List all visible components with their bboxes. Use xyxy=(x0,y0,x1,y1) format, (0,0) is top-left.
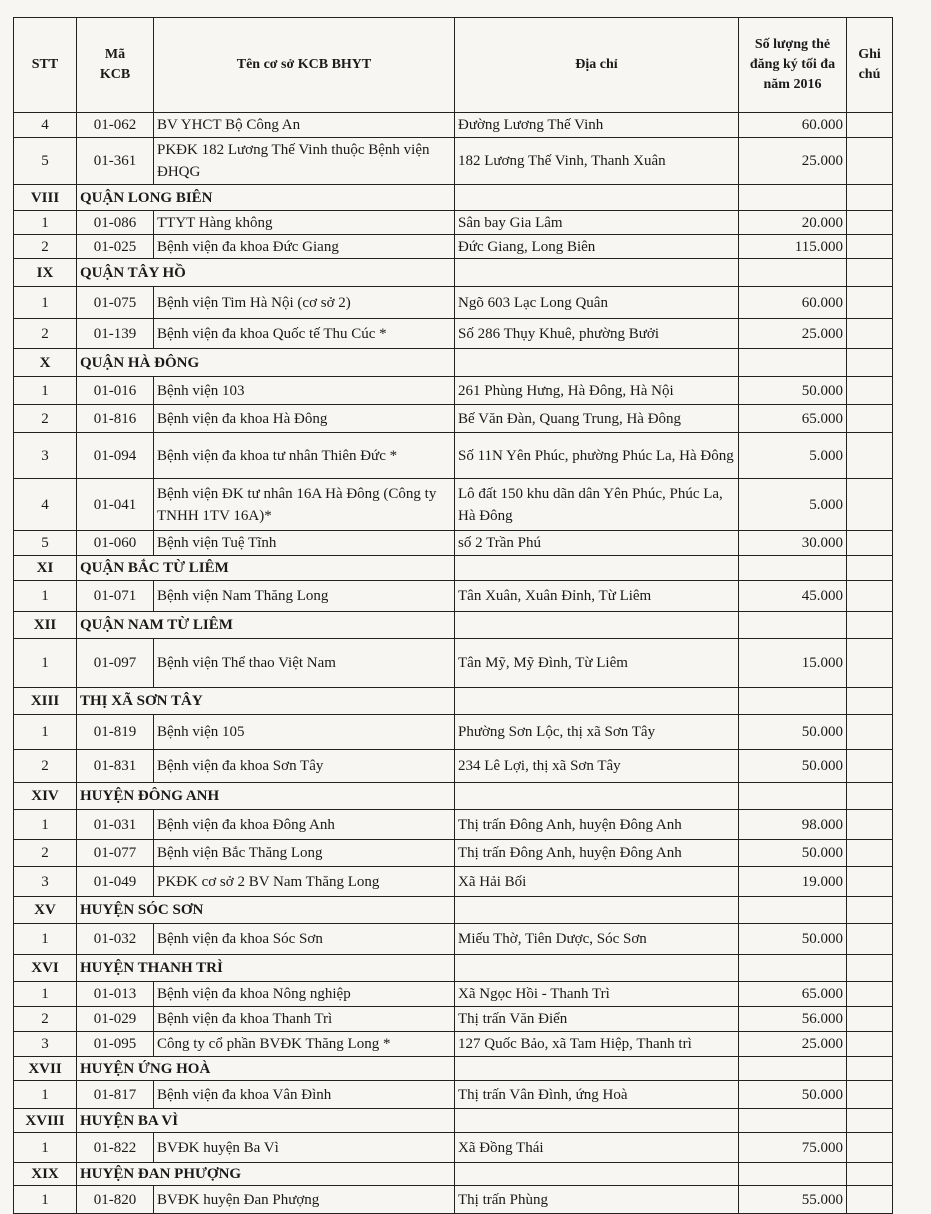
note-cell xyxy=(847,211,893,235)
header-code xyxy=(77,18,154,113)
max-card-quantity: 25.000 xyxy=(739,138,847,185)
kcb-code: 01-016 xyxy=(77,377,154,405)
quantity-cell xyxy=(739,349,847,377)
note-cell xyxy=(847,1081,893,1109)
table-row xyxy=(14,715,893,750)
note-cell xyxy=(847,531,893,556)
facility-name: Bệnh viện Thể thao Việt Nam xyxy=(154,639,455,688)
note-cell xyxy=(847,377,893,405)
facility-address: Thị trấn Đông Anh, huyện Đông Anh xyxy=(455,810,739,840)
section-title: HUYỆN THANH TRÌ xyxy=(77,955,455,982)
kcb-code: 01-097 xyxy=(77,639,154,688)
note-cell xyxy=(847,319,893,349)
table-body xyxy=(14,113,893,1214)
facility-address: Thị trấn Vân Đình, ứng Hoà xyxy=(455,1081,739,1109)
facility-name: Bệnh viện đa khoa Thanh Trì xyxy=(154,1007,455,1032)
address-cell xyxy=(455,556,739,581)
facility-address: Đường Lương Thế Vinh xyxy=(455,113,739,138)
kcb-code: 01-817 xyxy=(77,1081,154,1109)
facility-name: Bệnh viện đa khoa Đức Giang xyxy=(154,235,455,259)
section-number: VIII xyxy=(14,185,77,211)
max-card-quantity: 25.000 xyxy=(739,1032,847,1057)
kcb-code: 01-077 xyxy=(77,840,154,867)
quantity-cell xyxy=(739,1109,847,1133)
note-cell xyxy=(847,810,893,840)
facility-name: Bệnh viện đa khoa Hà Đông xyxy=(154,405,455,433)
row-number: 2 xyxy=(14,1007,77,1032)
kcb-code: 01-013 xyxy=(77,982,154,1007)
note-cell xyxy=(847,113,893,138)
table-row xyxy=(14,319,893,349)
note-cell xyxy=(847,955,893,982)
header-facility-name: Tên cơ sở KCB BHYT xyxy=(154,18,455,113)
address-cell xyxy=(455,259,739,287)
kcb-code: 01-041 xyxy=(77,479,154,531)
kcb-code: 01-031 xyxy=(77,810,154,840)
header-quantity-line1: Số lượng thẻ xyxy=(754,37,831,52)
kcb-code: 01-029 xyxy=(77,1007,154,1032)
note-cell xyxy=(847,405,893,433)
header-note: Ghi chú xyxy=(847,18,893,113)
table-row xyxy=(14,639,893,688)
max-card-quantity: 50.000 xyxy=(739,840,847,867)
section-row xyxy=(14,259,893,287)
section-row xyxy=(14,1109,893,1133)
note-cell xyxy=(847,924,893,955)
kcb-code: 01-820 xyxy=(77,1186,154,1214)
facility-address: Số 11N Yên Phúc, phường Phúc La, Hà Đông xyxy=(455,433,739,479)
row-number: 2 xyxy=(14,319,77,349)
facility-address: Tân Mỹ, Mỹ Đình, Từ Liêm xyxy=(455,639,739,688)
address-cell xyxy=(455,349,739,377)
section-title: QUẬN HÀ ĐÔNG xyxy=(77,349,455,377)
header-code-line2: KCB xyxy=(99,67,131,82)
facility-name: Bệnh viện đa khoa Đông Anh xyxy=(154,810,455,840)
note-cell xyxy=(847,1057,893,1081)
max-card-quantity: 30.000 xyxy=(739,531,847,556)
kcb-code: 01-049 xyxy=(77,867,154,897)
note-cell xyxy=(847,1163,893,1186)
note-cell xyxy=(847,840,893,867)
address-cell xyxy=(455,783,739,810)
facility-name: Bệnh viện đa khoa Sơn Tây xyxy=(154,750,455,783)
table-row xyxy=(14,924,893,955)
facility-address: 261 Phùng Hưng, Hà Đông, Hà Nội xyxy=(455,377,739,405)
facility-name: PKĐK cơ sở 2 BV Nam Thăng Long xyxy=(154,867,455,897)
note-cell xyxy=(847,750,893,783)
table-row xyxy=(14,113,893,138)
quantity-cell xyxy=(739,185,847,211)
facility-name: Bệnh viện đa khoa tư nhân Thiên Đức * xyxy=(154,433,455,479)
row-number: 1 xyxy=(14,810,77,840)
table-row xyxy=(14,1032,893,1057)
table-row xyxy=(14,138,893,185)
facility-address: Phường Sơn Lộc, thị xã Sơn Tây xyxy=(455,715,739,750)
quantity-cell xyxy=(739,897,847,924)
section-number: XVII xyxy=(14,1057,77,1081)
header-quantity-line3: năm 2016 xyxy=(763,77,822,92)
note-cell xyxy=(847,185,893,211)
max-card-quantity: 5.000 xyxy=(739,479,847,531)
facility-address: Xã Đồng Thái xyxy=(455,1133,739,1163)
max-card-quantity: 25.000 xyxy=(739,319,847,349)
max-card-quantity: 50.000 xyxy=(739,377,847,405)
quantity-cell xyxy=(739,1163,847,1186)
kcb-code: 01-361 xyxy=(77,138,154,185)
row-number: 4 xyxy=(14,479,77,531)
row-number: 2 xyxy=(14,235,77,259)
facility-name: BVĐK huyện Ba Vì xyxy=(154,1133,455,1163)
table-row xyxy=(14,479,893,531)
quantity-cell xyxy=(739,612,847,639)
section-number: XVIII xyxy=(14,1109,77,1133)
note-cell xyxy=(847,287,893,319)
table-row xyxy=(14,235,893,259)
row-number: 1 xyxy=(14,639,77,688)
facility-name: Bệnh viện đa khoa Quốc tế Thu Cúc * xyxy=(154,319,455,349)
section-row xyxy=(14,349,893,377)
row-number: 5 xyxy=(14,138,77,185)
facility-address: Tân Xuân, Xuân Đỉnh, Từ Liêm xyxy=(455,581,739,612)
table-row xyxy=(14,433,893,479)
table-row xyxy=(14,982,893,1007)
quantity-cell xyxy=(739,955,847,982)
facility-name: Bệnh viện Tim Hà Nội (cơ sở 2) xyxy=(154,287,455,319)
max-card-quantity: 15.000 xyxy=(739,639,847,688)
row-number: 3 xyxy=(14,867,77,897)
kcb-code: 01-094 xyxy=(77,433,154,479)
note-cell xyxy=(847,1109,893,1133)
kcb-code: 01-025 xyxy=(77,235,154,259)
row-number: 1 xyxy=(14,924,77,955)
facility-address: Đức Giang, Long Biên xyxy=(455,235,739,259)
facility-address: Số 286 Thụy Khuê, phường Bưởi xyxy=(455,319,739,349)
section-number: XIV xyxy=(14,783,77,810)
table-row xyxy=(14,1007,893,1032)
header-quantity-line2: đăng ký tối đa xyxy=(749,57,836,72)
facility-address: 234 Lê Lợi, thị xã Sơn Tây xyxy=(455,750,739,783)
table-row xyxy=(14,581,893,612)
section-title: QUẬN LONG BIÊN xyxy=(77,185,455,211)
row-number: 4 xyxy=(14,113,77,138)
row-number: 5 xyxy=(14,531,77,556)
facility-address: Lô đất 150 khu dãn dân Yên Phúc, Phúc La, Hà Đông xyxy=(455,479,739,531)
note-cell xyxy=(847,867,893,897)
facility-name: Bệnh viện đa khoa Sóc Sơn xyxy=(154,924,455,955)
section-title: HUYỆN SÓC SƠN xyxy=(77,897,455,924)
row-number: 1 xyxy=(14,211,77,235)
note-cell xyxy=(847,715,893,750)
facility-address: 182 Lương Thế Vinh, Thanh Xuân xyxy=(455,138,739,185)
facility-address: Xã Hải Bối xyxy=(455,867,739,897)
note-cell xyxy=(847,581,893,612)
table-row xyxy=(14,211,893,235)
quantity-cell xyxy=(739,783,847,810)
note-cell xyxy=(847,982,893,1007)
table-row xyxy=(14,405,893,433)
section-title: QUẬN TÂY HỒ xyxy=(77,259,455,287)
max-card-quantity: 19.000 xyxy=(739,867,847,897)
note-cell xyxy=(847,612,893,639)
kcb-code: 01-816 xyxy=(77,405,154,433)
section-title: HUYỆN ĐAN PHƯỢNG xyxy=(77,1163,455,1186)
note-cell xyxy=(847,235,893,259)
max-card-quantity: 45.000 xyxy=(739,581,847,612)
kcb-code: 01-062 xyxy=(77,113,154,138)
kcb-code: 01-071 xyxy=(77,581,154,612)
facility-name: BV YHCT Bộ Công An xyxy=(154,113,455,138)
facility-name: PKĐK 182 Lương Thế Vinh thuộc Bệnh viện ĐHQG xyxy=(154,138,455,185)
kcb-code: 01-086 xyxy=(77,211,154,235)
max-card-quantity: 50.000 xyxy=(739,715,847,750)
address-cell xyxy=(455,1163,739,1186)
note-cell xyxy=(847,479,893,531)
facility-name: Bệnh viện Tuệ Tĩnh xyxy=(154,531,455,556)
kcb-code: 01-060 xyxy=(77,531,154,556)
row-number: 1 xyxy=(14,377,77,405)
facility-name: BVĐK huyện Đan Phượng xyxy=(154,1186,455,1214)
table-header-row xyxy=(14,18,893,113)
note-cell xyxy=(847,1007,893,1032)
max-card-quantity: 50.000 xyxy=(739,750,847,783)
max-card-quantity: 65.000 xyxy=(739,405,847,433)
note-cell xyxy=(847,349,893,377)
facility-name: Bệnh viện 103 xyxy=(154,377,455,405)
facility-address: Thị trấn Văn Điển xyxy=(455,1007,739,1032)
section-row xyxy=(14,1057,893,1081)
note-cell xyxy=(847,639,893,688)
row-number: 1 xyxy=(14,1186,77,1214)
row-number: 1 xyxy=(14,1081,77,1109)
note-cell xyxy=(847,897,893,924)
max-card-quantity: 65.000 xyxy=(739,982,847,1007)
address-cell xyxy=(455,612,739,639)
facility-address: Xã Ngọc Hồi - Thanh Trì xyxy=(455,982,739,1007)
row-number: 1 xyxy=(14,287,77,319)
note-cell xyxy=(847,1032,893,1057)
section-row xyxy=(14,955,893,982)
max-card-quantity: 50.000 xyxy=(739,1081,847,1109)
facility-name: Công ty cổ phần BVĐK Thăng Long * xyxy=(154,1032,455,1057)
max-card-quantity: 115.000 xyxy=(739,235,847,259)
table-row xyxy=(14,531,893,556)
max-card-quantity: 50.000 xyxy=(739,924,847,955)
note-cell xyxy=(847,138,893,185)
facility-address: Bế Văn Đàn, Quang Trung, Hà Đông xyxy=(455,405,739,433)
section-number: XV xyxy=(14,897,77,924)
kcb-code: 01-139 xyxy=(77,319,154,349)
row-number: 2 xyxy=(14,405,77,433)
quantity-cell xyxy=(739,688,847,715)
note-cell xyxy=(847,1133,893,1163)
facility-name: Bệnh viện Bắc Thăng Long xyxy=(154,840,455,867)
section-row xyxy=(14,556,893,581)
row-number: 1 xyxy=(14,581,77,612)
facility-name: Bệnh viện đa khoa Nông nghiệp xyxy=(154,982,455,1007)
section-row xyxy=(14,783,893,810)
section-number: XI xyxy=(14,556,77,581)
facility-name: TTYT Hàng không xyxy=(154,211,455,235)
address-cell xyxy=(455,688,739,715)
kcb-code: 01-819 xyxy=(77,715,154,750)
header-stt: STT xyxy=(14,18,77,113)
facility-name: Bệnh viện ĐK tư nhân 16A Hà Đông (Công ty TNHH 1TV 16A)* xyxy=(154,479,455,531)
facility-name: Bệnh viện đa khoa Vân Đình xyxy=(154,1081,455,1109)
max-card-quantity: 5.000 xyxy=(739,433,847,479)
section-title: HUYỆN ỨNG HOÀ xyxy=(77,1057,455,1081)
section-row xyxy=(14,612,893,639)
section-title: HUYỆN ĐÔNG ANH xyxy=(77,783,455,810)
facility-address: số 2 Trần Phú xyxy=(455,531,739,556)
section-title: HUYỆN BA VÌ xyxy=(77,1109,455,1133)
section-title: QUẬN BẮC TỪ LIÊM xyxy=(77,556,455,581)
facility-address: Thị trấn Phùng xyxy=(455,1186,739,1214)
quantity-cell xyxy=(739,556,847,581)
row-number: 2 xyxy=(14,750,77,783)
table-row xyxy=(14,1081,893,1109)
kcb-code: 01-032 xyxy=(77,924,154,955)
row-number: 2 xyxy=(14,840,77,867)
address-cell xyxy=(455,955,739,982)
kcb-code: 01-831 xyxy=(77,750,154,783)
table-row xyxy=(14,840,893,867)
max-card-quantity: 98.000 xyxy=(739,810,847,840)
max-card-quantity: 60.000 xyxy=(739,113,847,138)
header-address: Địa chỉ xyxy=(455,18,739,113)
section-title: THỊ XÃ SƠN TÂY xyxy=(77,688,455,715)
table-row xyxy=(14,810,893,840)
section-number: XIX xyxy=(14,1163,77,1186)
max-card-quantity: 20.000 xyxy=(739,211,847,235)
kcb-code: 01-095 xyxy=(77,1032,154,1057)
address-cell xyxy=(455,185,739,211)
section-title: QUẬN NAM TỪ LIÊM xyxy=(77,612,455,639)
row-number: 3 xyxy=(14,433,77,479)
table-row xyxy=(14,1133,893,1163)
table-row xyxy=(14,750,893,783)
max-card-quantity: 55.000 xyxy=(739,1186,847,1214)
note-cell xyxy=(847,688,893,715)
section-number: XII xyxy=(14,612,77,639)
section-row xyxy=(14,185,893,211)
section-number: IX xyxy=(14,259,77,287)
table-row xyxy=(14,287,893,319)
quantity-cell xyxy=(739,1057,847,1081)
note-cell xyxy=(847,783,893,810)
section-row xyxy=(14,688,893,715)
note-cell xyxy=(847,259,893,287)
table-row xyxy=(14,867,893,897)
max-card-quantity: 75.000 xyxy=(739,1133,847,1163)
facility-address: Sân bay Gia Lâm xyxy=(455,211,739,235)
address-cell xyxy=(455,1109,739,1133)
address-cell xyxy=(455,1057,739,1081)
section-number: X xyxy=(14,349,77,377)
row-number: 3 xyxy=(14,1032,77,1057)
note-cell xyxy=(847,433,893,479)
kcb-code: 01-822 xyxy=(77,1133,154,1163)
facility-address: 127 Quốc Bảo, xã Tam Hiệp, Thanh trì xyxy=(455,1032,739,1057)
address-cell xyxy=(455,897,739,924)
max-card-quantity: 56.000 xyxy=(739,1007,847,1032)
facility-address: Thị trấn Đông Anh, huyện Đông Anh xyxy=(455,840,739,867)
kcb-registration-table xyxy=(13,17,893,1214)
facility-name: Bệnh viện Nam Thăng Long xyxy=(154,581,455,612)
row-number: 1 xyxy=(14,982,77,1007)
section-number: XVI xyxy=(14,955,77,982)
facility-name: Bệnh viện 105 xyxy=(154,715,455,750)
row-number: 1 xyxy=(14,1133,77,1163)
note-cell xyxy=(847,556,893,581)
header-code-line1: Mã xyxy=(104,47,126,62)
section-row xyxy=(14,1163,893,1186)
facility-address: Miếu Thờ, Tiên Dược, Sóc Sơn xyxy=(455,924,739,955)
row-number: 1 xyxy=(14,715,77,750)
table-row xyxy=(14,377,893,405)
header-quantity xyxy=(739,18,847,113)
max-card-quantity: 60.000 xyxy=(739,287,847,319)
facility-address: Ngõ 603 Lạc Long Quân xyxy=(455,287,739,319)
quantity-cell xyxy=(739,259,847,287)
section-row xyxy=(14,897,893,924)
section-number: XIII xyxy=(14,688,77,715)
kcb-code: 01-075 xyxy=(77,287,154,319)
